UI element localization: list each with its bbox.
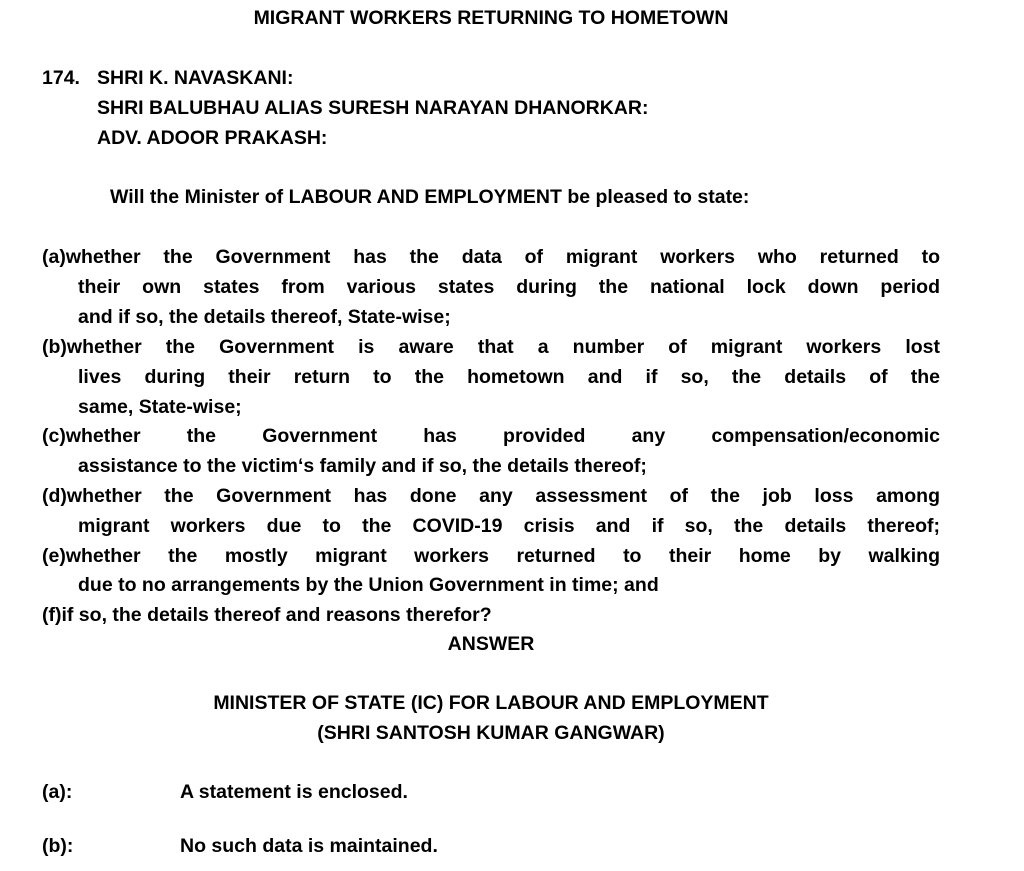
question-line: (e)whether the mostly migrant workers returned to their home by walking (42, 545, 940, 567)
answer-label: (a): (42, 781, 73, 803)
answer-label: (b): (42, 835, 74, 857)
question-line: and if so, the details thereof, State-wise; (78, 306, 451, 328)
minister-title: MINISTER OF STATE (IC) FOR LABOUR AND EMPLOYMENT (213, 692, 769, 714)
member-name: SHRI K. NAVASKANI: (97, 67, 294, 89)
question-line: assistance to the victim‘s family and if so, the details thereof; (78, 455, 647, 477)
question-line: migrant workers due to the COVID-19 crisis and if so, the details thereof; (78, 515, 940, 537)
question-line: lives during their return to the hometown and if so, the details of the (78, 366, 940, 388)
question-line: (d)whether the Government has done any assessment of the job loss among (42, 485, 940, 507)
question-line: (b)whether the Government is aware that a number of migrant workers lost (42, 336, 940, 358)
answer-heading: ANSWER (447, 633, 535, 655)
question-line: their own states from various states during the national lock down period (78, 276, 940, 298)
answer-text: No such data is maintained. (180, 835, 438, 857)
question-line: (f)if so, the details thereof and reasons therefor? (42, 604, 492, 626)
question-line: same, State-wise; (78, 396, 242, 418)
question-line: (c)whether the Government has provided any compensation/economic (42, 425, 940, 447)
document-title: MIGRANT WORKERS RETURNING TO HOMETOWN (253, 7, 729, 29)
question-intro: Will the Minister of LABOUR AND EMPLOYMENT be pleased to state: (110, 186, 750, 208)
member-name: ADV. ADOOR PRAKASH: (97, 127, 328, 149)
question-number: 174. (42, 67, 80, 89)
answer-text: A statement is enclosed. (180, 781, 408, 803)
question-line: due to no arrangements by the Union Government in time; and (78, 574, 659, 596)
question-line: (a)whether the Government has the data of migrant workers who returned to (42, 246, 940, 268)
member-name: SHRI BALUBHAU ALIAS SURESH NARAYAN DHANORKAR: (97, 97, 649, 119)
minister-name: (SHRI SANTOSH KUMAR GANGWAR) (317, 722, 665, 744)
